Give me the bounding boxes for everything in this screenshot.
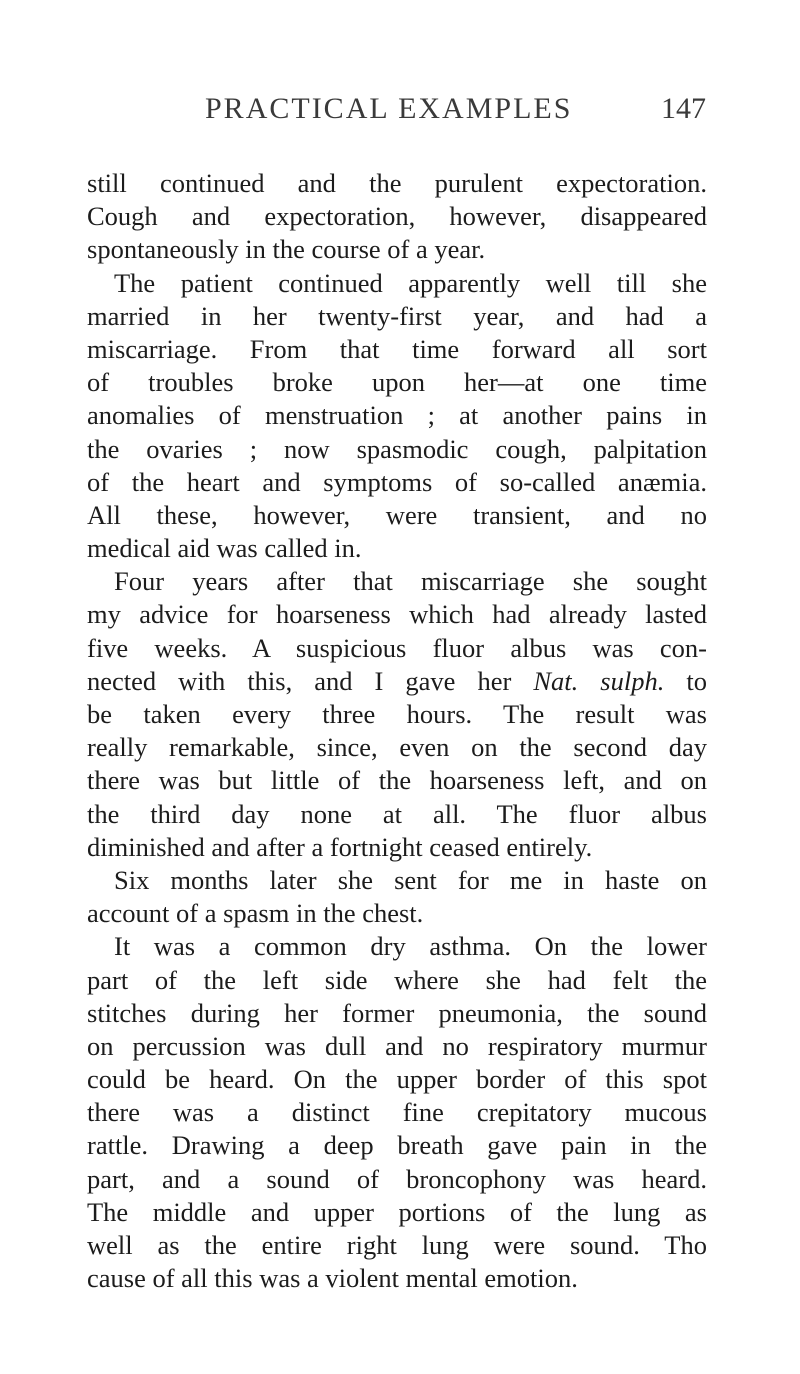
- remedy-name: Nat. sulph.: [533, 665, 665, 696]
- text-line: account of a spasm in the chest.: [87, 898, 424, 929]
- running-title: PRACTICAL EXAMPLES: [205, 92, 573, 125]
- text-line: of the heart and symptoms of so-called anæmia.: [87, 466, 707, 497]
- text-line: anomalies of menstruation ; at another pains in: [87, 400, 707, 431]
- paragraph-start-line: It was a common dry asthma. On the lower: [114, 931, 707, 962]
- text-line: there was a distinct fine crepitatory mucous: [87, 1097, 707, 1128]
- text-line: All these, however, were transient, and no: [87, 499, 707, 530]
- text-line: part of the left side where she had felt the: [87, 964, 707, 995]
- text-line: well as the entire right lung were sound. Tho: [87, 1230, 707, 1260]
- text-line: there was but little of the hoarseness left, and on: [87, 765, 707, 796]
- text-line: miscarriage. From that time forward all sort: [87, 333, 707, 364]
- page-number: 147: [661, 92, 706, 125]
- text-line: on percussion was dull and no respiratory murmur: [87, 1030, 707, 1061]
- paragraph-start-line: Six months later she sent for me in haste on: [114, 864, 707, 895]
- text-line: really remarkable, since, even on the second day: [87, 732, 707, 763]
- text-line: the ovaries ; now spasmodic cough, palpitation: [87, 433, 707, 464]
- text-line: be taken every three hours. The result was: [87, 699, 707, 729]
- text-line: the third day none at all. The fluor albus: [87, 798, 707, 829]
- paragraph-start-line: The patient continued apparently well till she: [114, 267, 707, 298]
- text-line: cause of all this was a violent mental emotion.: [87, 1263, 578, 1294]
- text-line: stitches during her former pneumonia, the sound: [87, 997, 707, 1028]
- text-line: still continued and the purulent expectoration.: [87, 168, 707, 198]
- text-line: my advice for hoarseness which had already lasted: [87, 599, 707, 630]
- text-line: medical aid was called in.: [87, 533, 362, 564]
- text-line: part, and a sound of broncophony was heard.: [87, 1163, 707, 1194]
- text-line: rattle. Drawing a deep breath gave pain in the: [87, 1130, 707, 1161]
- line-text-after: to: [664, 665, 707, 696]
- body-text: [87, 167, 707, 1295]
- text-line: spontaneously in the course of a year.: [87, 234, 486, 265]
- text-line-with-remedy: [87, 665, 707, 698]
- text-line: of troubles broke upon her—at one time: [87, 367, 707, 398]
- text-line: five weeks. A suspicious fluor albus was con-: [87, 632, 707, 663]
- line-text-before: nected with this, and I gave her: [87, 665, 534, 696]
- running-head: [0, 92, 800, 132]
- text-line: Cough and expectoration, however, disappeared: [87, 201, 707, 232]
- text-line: diminished and after a fortnight ceased entirely.: [87, 831, 593, 862]
- text-line: The middle and upper portions of the lung as: [87, 1196, 707, 1227]
- paragraph-start-line: Four years after that miscarriage she sought: [114, 566, 707, 597]
- text-line: married in her twenty-first year, and had a: [87, 300, 707, 331]
- text-line: could be heard. On the upper border of this spot: [87, 1064, 707, 1095]
